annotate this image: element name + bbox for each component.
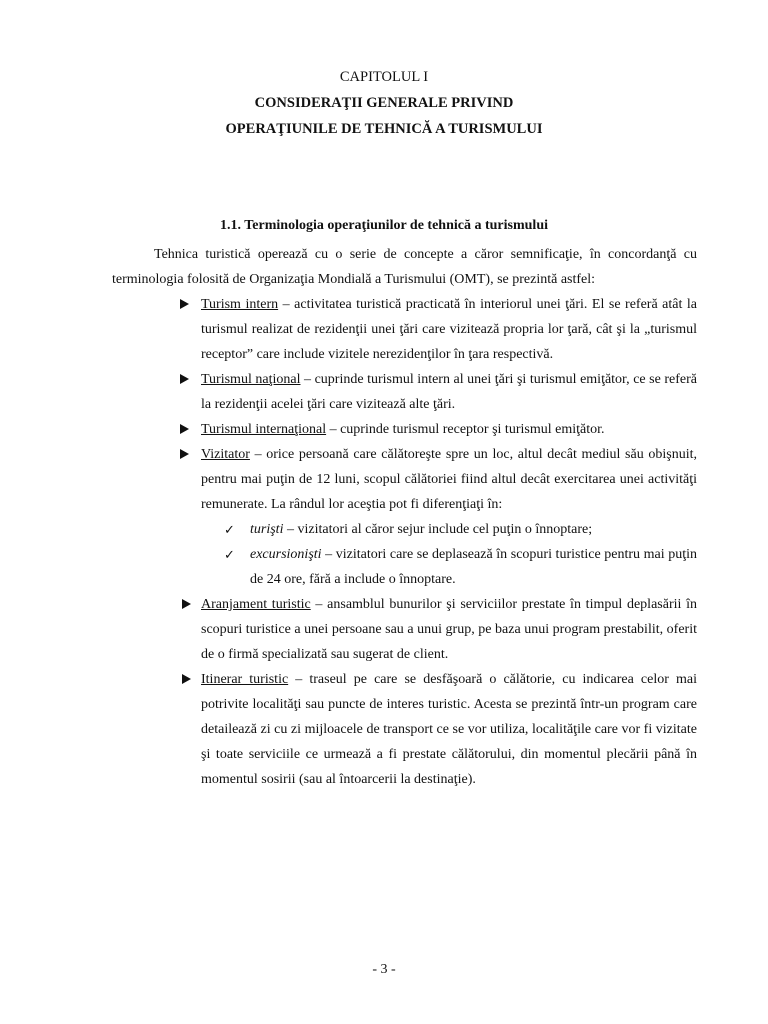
sub-definition-text: – vizitatori care se deplasează în scopuri turistice pentru mai puţin de 24 ore, fără a include o înnoptare. (250, 547, 697, 587)
definition-term: Turism intern (201, 297, 279, 312)
definition-term: Vizitator (201, 447, 250, 462)
chapter-title-line2: OPERAŢIUNILE DE TEHNICĂ A TURISMULUI (225, 121, 543, 137)
arrow-bullet-icon (180, 442, 194, 468)
check-bullet-icon: ✓ (224, 522, 235, 537)
arrow-bullet-icon (182, 667, 196, 693)
definition-text: – activitatea turistică practicată în interiorul unei ţări. El se referă atât la turismul realizat de rezidenţii unei ţări care vizitează propria lor ţară, cât şi la „turismul receptor” care include vizitele nerezidenţilor în ţara respectivă. (201, 297, 697, 362)
definition-text: – cuprinde turismul receptor şi turismul emiţător. (326, 422, 605, 437)
sub-definition-item (112, 517, 697, 542)
definition-term: Turismul internaţional (201, 422, 327, 437)
arrow-bullet-icon (180, 292, 194, 318)
definition-term: Itinerar turistic (201, 672, 289, 687)
chapter-title-line1: CONSIDERAŢII GENERALE PRIVIND (254, 95, 514, 111)
definition-text: – traseul pe care se desfăşoară o călătorie, cu indicarea celor mai potrivite localităţi sau puncte de interes turistic. Acesta se prezintă într-un program care detailează zi cu zi mijloacele de transport ce se vor utiliza, localităţile care vor fi vizitate şi toate serviciile ce urmează a fi prestate călătorului, din momentul plecării până în momentul sosirii (sau al întoarcerii la destinaţie). (201, 672, 697, 787)
sub-definition-term: excursionişti (250, 547, 322, 562)
definition-item (112, 417, 697, 442)
intro-paragraph: Tehnica turistică operează cu o serie de concepte a căror semnificaţie, în concordanţă cu terminologia folosită de Organizaţia Mondială a Turismului (OMT), se prezintă astfel: (112, 247, 697, 287)
chapter-label: CAPITOLUL I (339, 69, 429, 85)
definition-text: – orice persoană care călătoreşte spre un loc, altul decât mediul său obişnuit, pentru mai puţin de 12 luni, scopul călătoriei fiind altul decât exercitarea unei activităţi remunerate. La rândul lor aceştia pot fi diferenţiaţi în: (201, 447, 697, 512)
definition-item (112, 292, 697, 367)
definition-item (112, 442, 697, 517)
document-body (112, 242, 697, 792)
arrow-bullet-icon (180, 367, 194, 393)
definition-item (112, 367, 697, 417)
section-title: 1.1. Terminologia operaţiunilor de tehnică a turismului (220, 218, 548, 233)
arrow-bullet-icon (182, 592, 196, 618)
definition-term: Aranjament turistic (201, 597, 311, 612)
definition-text: – cuprinde turismul intern al unei ţări şi turismul emiţător, ce se referă la rezidenţii acelei ţări care vizitează alte ţări. (201, 372, 697, 412)
sub-definition-item (112, 542, 697, 592)
definition-item (112, 592, 697, 667)
definition-term: Turismul naţional (201, 372, 301, 387)
page-number: - 3 - (372, 962, 396, 977)
sub-definition-text: – vizitatori al căror sejur include cel puţin o înnoptare; (283, 522, 593, 537)
definition-text: – ansamblul bunurilor şi serviciilor prestate în timpul deplasării în scopuri turistice a unei persoane sau a unui grup, pe baza unui program prestabilit, oferit de o firmă specializată sau sugerat de client. (201, 597, 697, 662)
definition-item (112, 667, 697, 792)
sub-definition-term: turişti (250, 522, 284, 537)
arrow-bullet-icon (180, 417, 194, 443)
check-bullet-icon: ✓ (224, 547, 235, 562)
chapter-header (0, 64, 768, 142)
